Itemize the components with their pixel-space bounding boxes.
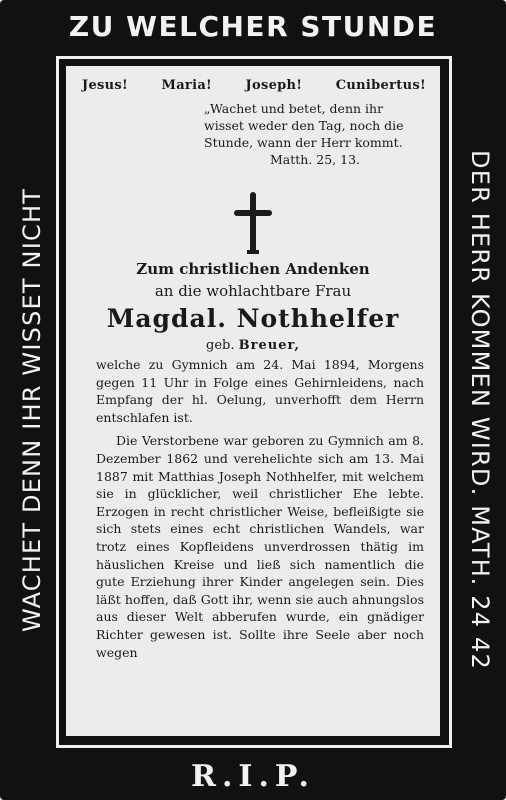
invocation-joseph: Joseph! bbox=[245, 78, 303, 93]
invocation-cunibertus: Cunibertus! bbox=[335, 78, 426, 93]
in-memory-heading: Zum christlichen Andenken bbox=[136, 260, 370, 278]
maiden-name: Breuer, bbox=[238, 338, 300, 353]
text-panel bbox=[66, 66, 440, 736]
deceased-name: Magdal. Nothhelfer bbox=[106, 304, 400, 333]
invocation-jesus: Jesus! bbox=[82, 78, 129, 93]
maiden-name-line bbox=[66, 338, 440, 353]
top-border-text: ZU WELCHER STUNDE bbox=[68, 9, 438, 43]
quote-text: „Wachet und betet, denn ihr wisset weder den Tag, noch die Stunde, wann der Herr kommt. bbox=[204, 101, 404, 150]
obituary-text bbox=[96, 356, 424, 667]
paragraph-death: welche zu Gymnich am 24. Mai 1894, Morgens gegen 11 Uhr in Folge eines Gehirnleidens, nach Empfang der hl. Oelung, unverhofft dem Herrn entschlafen ist. bbox=[96, 357, 424, 425]
maiden-prefix: geb. bbox=[206, 338, 235, 353]
invocation-maria: Maria! bbox=[161, 78, 213, 93]
left-border-text: WACHET DENN IHR WISSET NICHT bbox=[18, 187, 46, 633]
quote-reference: Matth. 25, 13. bbox=[269, 152, 361, 167]
scripture-quote bbox=[204, 100, 426, 168]
latin-cross-icon bbox=[234, 192, 272, 254]
right-border-text: DER HERR KOMMEN WIRD. MATH. 24 42 bbox=[466, 150, 494, 670]
paragraph-life: Die Verstorbene war geboren zu Gymnich am 8. Dezember 1862 und verehelichte sich am 13. Mai 1887 mit Matthias Joseph Nothhelfer, mit welchem sie in glücklicher, weil christlicher Ehe lebte. Erzogen in recht christlicher Weise, befleißigte sie sich stets eines echt christlichen Wandels, war trotz eines Kopfleidens unverdrossen thätig im häuslichen Kreise und ließ sich namentlich die gute Erziehung ihrer Kinder angelegen sein. Dies läßt hoffen, daß Gott ihr, wenn sie auch ahnungslos aus dieser Welt abberufen wurde, ein gnädiger Richter gewesen ist. Sollte ihre Seele aber noch wegen bbox=[96, 433, 424, 660]
rip-text: R.I.P. bbox=[191, 758, 315, 794]
invocation-line bbox=[82, 78, 426, 93]
address-line: an die wohlachtbare Frau bbox=[154, 282, 352, 300]
top-border bbox=[0, 0, 506, 52]
bottom-border bbox=[0, 752, 506, 800]
